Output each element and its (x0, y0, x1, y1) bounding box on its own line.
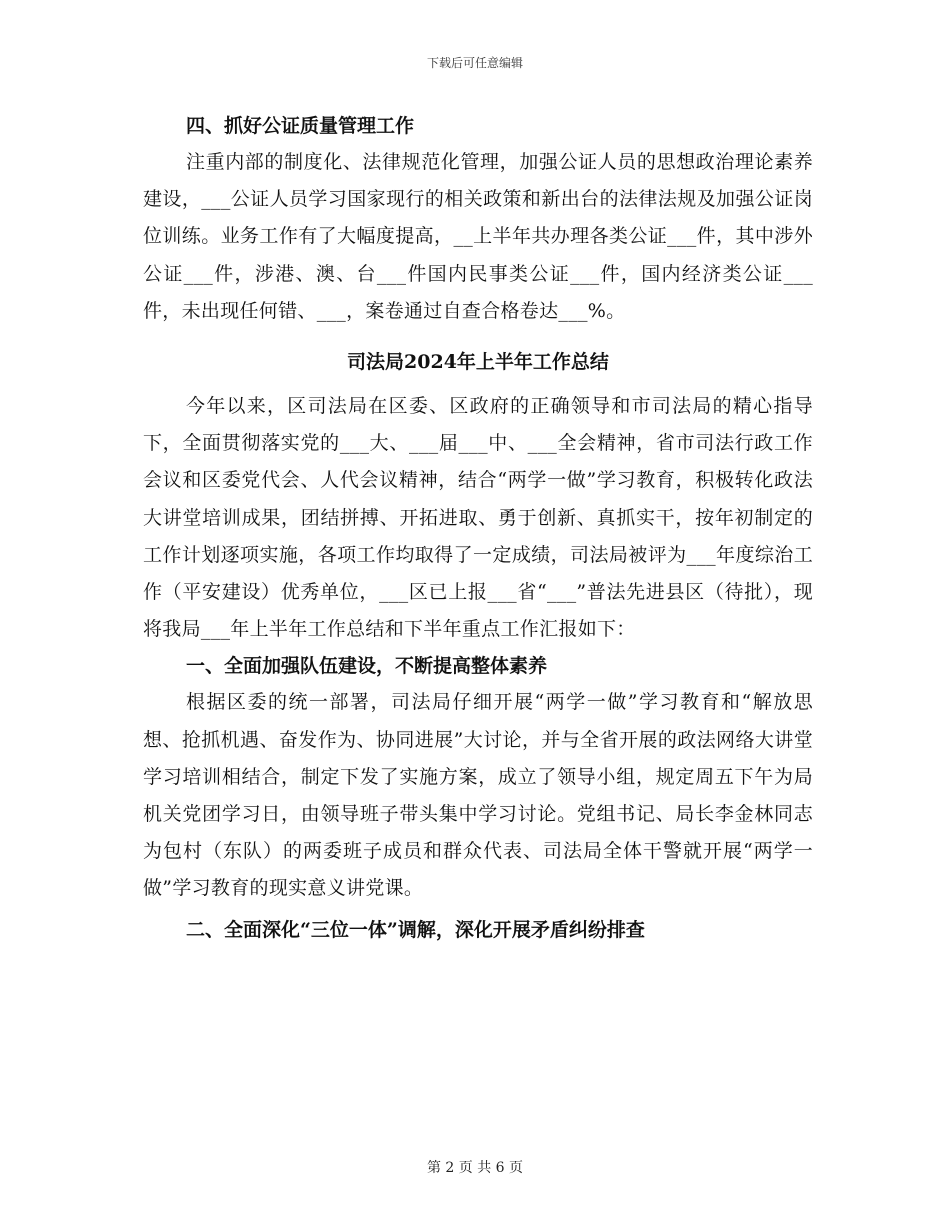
document-title: 司法局2024年上半年工作总结 (347, 351, 609, 374)
section-4-paragraph: 注重内部的制度化、法律规范化管理，加强公证人员的思想政治理论素养建设，___公证人员学习国家现行的相关政策和新出台的法律法规及加强公证岗位训练。业务工作有了大幅度提高，__上半年共办理各类公证___件，其中涉外公证___件，涉港、澳、台___件国内民事类公证___件，国内经济类公证___件，未出现任何错、___，案卷通过自查合格卷达___%。 (143, 151, 813, 322)
section-heading-1: 一、全面加强队伍建设，不断提高整体素养 (186, 655, 548, 678)
section-1-paragraph: 根据区委的统一部署，司法局仔细开展“两学一做”学习教育和“解放思想、抢抓机遇、奋发作为、协同进展”大讨论，并与全省开展的政法网络大讲堂学习培训相结合，制定下发了实施方案，成立了领导小组，规定周五下午为局机关党团学习日，由领导班子带头集中学习讨论。党组书记、局长李金林同志为包村（东队）的两委班子成员和群众代表、司法局全体干警就开展“两学一做”学习教育的现实意义讲党课。 (143, 691, 813, 900)
header-note: 下载后可任意编辑 (426, 56, 523, 70)
section-heading-2: 二、全面深化“三位一体”调解，深化开展矛盾纠纷排查 (186, 918, 645, 941)
section-heading-4: 四、抓好公证质量管理工作 (186, 115, 415, 137)
document-body (143, 108, 813, 948)
page-footer: 第 2 页 共 6 页 (426, 1160, 524, 1176)
intro-paragraph: 今年以来，区司法局在区委、区政府的正确领导和市司法局的精心指导下，全面贯彻落实党的___大、___届___中、___全会精神，省市司法行政工作会议和区委党代会、人代会议精神，结合“两学一做”学习教育，积极转化政法大讲堂培训成果，团结拼搏、开拓进取、勇于创新、真抓实干，按年初制定的工作计划逐项实施，各项工作均取得了一定成绩，司法局被评为___年度综治工作（平安建设）优秀单位，___区已上报___省“___”普法先进县区（待批），现将我局___年上半年工作总结和下半年重点工作汇报如下： (143, 395, 813, 641)
